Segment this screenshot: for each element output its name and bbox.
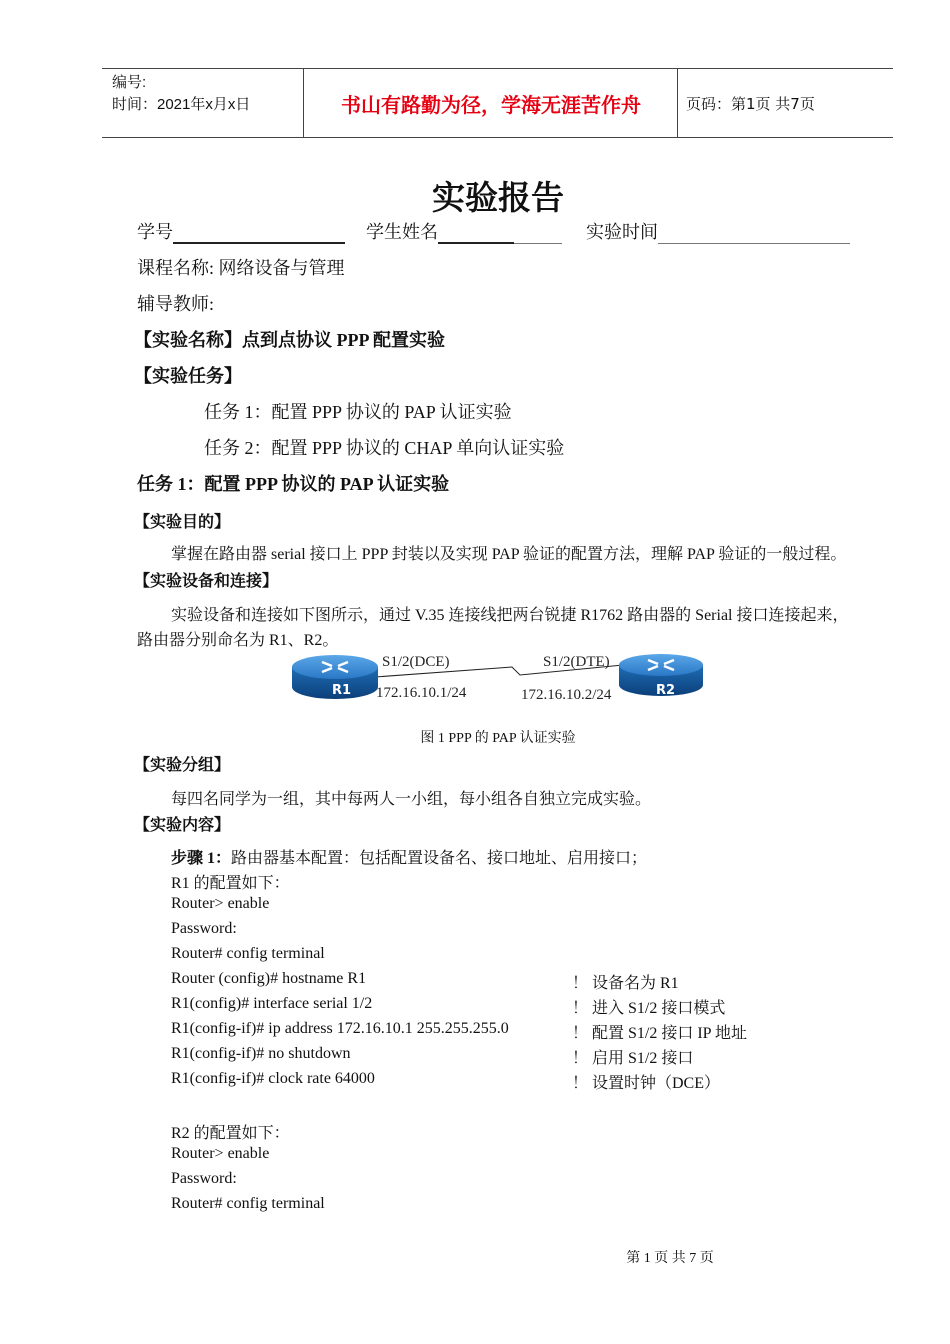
document-title: 实验报告 <box>432 178 564 217</box>
purpose-heading: 【实验目的】 <box>134 512 231 531</box>
config-line: Password: <box>171 1170 237 1187</box>
config-comment: ！ 启用 S1/2 接口 <box>572 1050 694 1067</box>
student-name-field <box>366 218 562 244</box>
r1-interface-label: S1/2(DCE) <box>382 654 450 670</box>
student-id-field <box>137 218 345 244</box>
config-comment: ！ 进入 S1/2 接口模式 <box>572 1000 726 1017</box>
config-comment: ！ 设置时钟（DCE） <box>572 1075 721 1092</box>
config-line: Router# config terminal <box>171 1195 325 1212</box>
task-2-item: 任务 2：配置 PPP 协议的 CHAP 单向认证实验 <box>204 438 565 458</box>
config-line: R1(config-if)# no shutdown <box>171 1045 351 1062</box>
router-r2-label: R2 <box>656 683 676 698</box>
r2-config-heading: R2 的配置如下： <box>171 1125 290 1142</box>
config-line: Router> enable <box>171 895 270 912</box>
r1-ip-label: 172.16.10.1/24 <box>376 685 467 701</box>
exp-time-label: 实验时间 <box>586 222 658 242</box>
config-line: Router> enable <box>171 1145 270 1162</box>
task-1-heading: 任务 1：配置 PPP 协议的 PAP 认证实验 <box>137 474 450 494</box>
student-name-label: 学生姓名 <box>366 222 438 242</box>
student-name-blank <box>438 224 514 244</box>
exp-tasks-heading: 【实验任务】 <box>134 366 242 386</box>
grouping-text: 每四名同学为一组，其中每两人一小组，每小组各自独立完成实验。 <box>171 791 652 808</box>
step-1-text: 路由器基本配置：包括配置设备名、接口地址、启用接口； <box>231 850 648 867</box>
config-line: R1(config-if)# ip address 172.16.10.1 255.255.255.0 <box>171 1020 509 1037</box>
purpose-text: 掌握在路由器 serial 接口上 PPP 封装以及实现 PAP 验证的配置方法，理解 PAP 验证的一般过程。 <box>171 546 847 563</box>
router-r1-icon <box>292 655 378 699</box>
equipment-text-line-2: 路由器分别命名为 R1、R2。 <box>137 632 339 649</box>
exp-time-blank <box>658 225 850 244</box>
teacher: 辅导教师: <box>137 294 215 314</box>
serial-label: 编号: <box>112 74 147 91</box>
equipment-text-line-1: 实验设备和连接如下图所示，通过 V.35 连接线把两台锐捷 R1762 路由器的 Serial 接口连接起来， <box>171 607 849 624</box>
student-id-label: 学号 <box>137 222 173 242</box>
header-motto: 书山有路勤为径，学海无涯苦作舟 <box>341 93 641 117</box>
router-r1-label: R1 <box>332 683 352 698</box>
page-footer: 第 1 页 共 7 页 <box>626 1251 714 1266</box>
grouping-heading: 【实验分组】 <box>134 755 231 774</box>
config-comment: ！ 设备名为 R1 <box>572 975 679 992</box>
config-line: Router# config terminal <box>171 945 325 962</box>
exp-time-field <box>586 218 850 244</box>
r2-ip-label: 172.16.10.2/24 <box>521 687 612 703</box>
config-line: Router (config)# hostname R1 <box>171 970 367 987</box>
step-1 <box>171 845 647 868</box>
equipment-heading: 【实验设备和连接】 <box>134 571 279 590</box>
task-1-item: 任务 1：配置 PPP 协议的 PAP 认证实验 <box>204 402 512 422</box>
config-line: R1(config-if)# clock rate 64000 <box>171 1070 375 1087</box>
step-1-label: 步骤 1： <box>171 850 232 867</box>
figure-caption: 图 1 PPP 的 PAP 认证实验 <box>420 731 576 746</box>
course-name: 课程名称: 网络设备与管理 <box>137 258 345 278</box>
exp-name-heading: 【实验名称】点到点协议 PPP 配置实验 <box>134 330 445 350</box>
config-line: Password: <box>171 920 237 937</box>
content-heading: 【实验内容】 <box>134 815 231 834</box>
r2-interface-label: S1/2(DTE) <box>543 654 610 670</box>
config-line: R1(config)# interface serial 1/2 <box>171 995 373 1012</box>
student-name-blank-ext <box>514 225 562 244</box>
topology-diagram <box>280 645 720 715</box>
router-r2-icon <box>619 654 703 698</box>
config-comment: ！ 配置 S1/2 接口 IP 地址 <box>572 1025 747 1042</box>
student-id-blank <box>173 224 345 244</box>
page-header <box>102 68 893 138</box>
r1-config-heading: R1 的配置如下： <box>171 875 290 892</box>
header-meta <box>112 72 250 116</box>
time-label: 时间：2021年x月x日 <box>112 96 251 113</box>
header-page-info: 页码：第1页 共7页 <box>686 95 815 113</box>
